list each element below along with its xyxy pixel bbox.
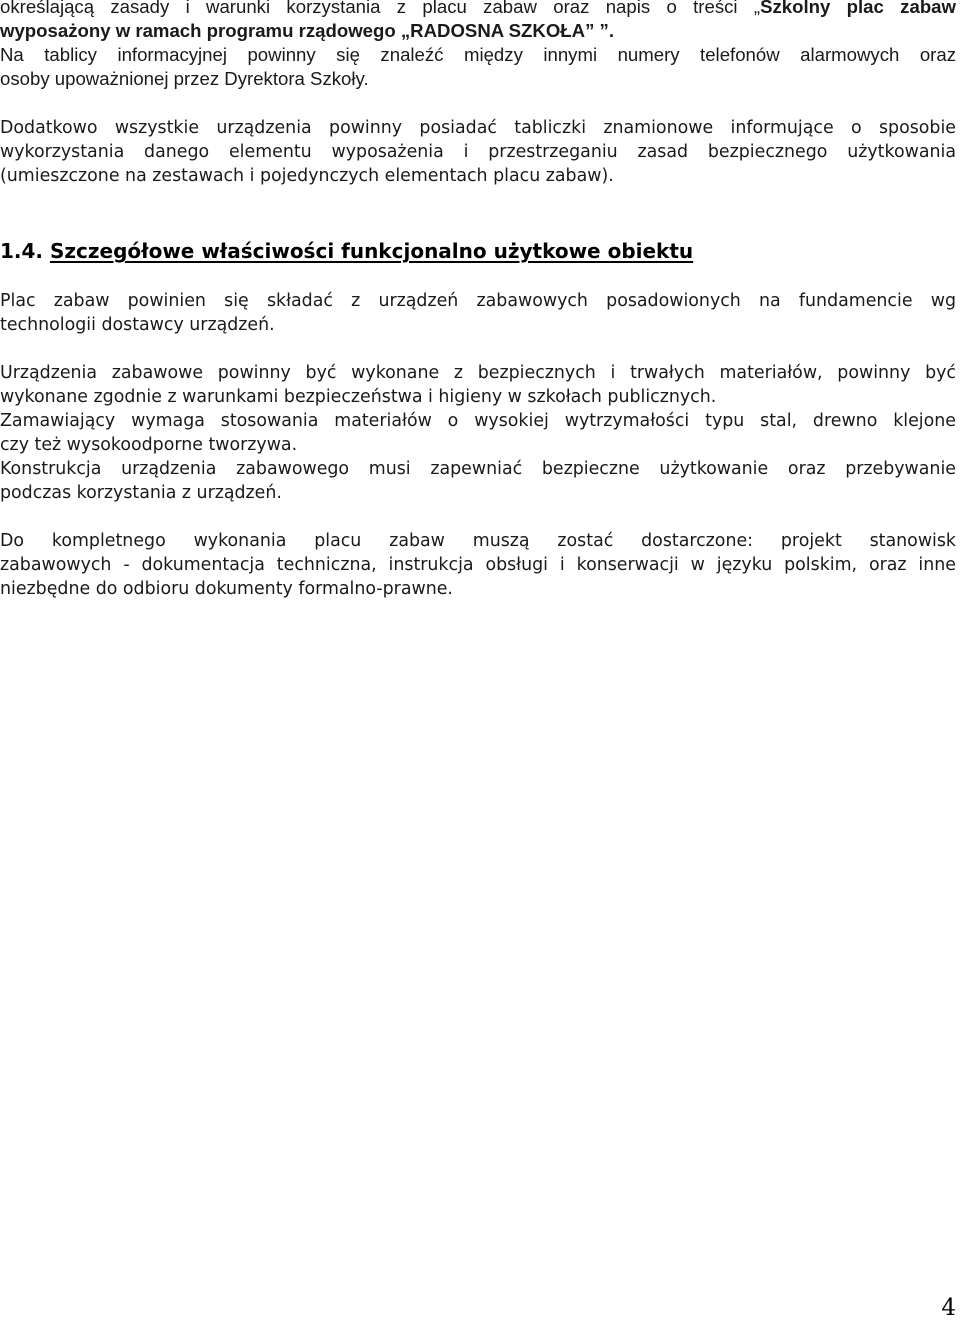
paragraph-tabliczki bbox=[0, 116, 956, 188]
materialy-line-5: Konstrukcja urządzenia zabawowego musi zapewniać bezpieczne użytkowanie oraz przebywanie bbox=[0, 459, 956, 479]
paragraph-fundament bbox=[0, 289, 956, 337]
intro-line-1-bold: Szkolny plac zabaw bbox=[760, 0, 956, 17]
paragraph-materialy bbox=[0, 361, 956, 505]
materialy-line-4: czy też wysokoodporne tworzywa. bbox=[0, 435, 298, 455]
intro-line-2: wyposażony w ramach programu rządowego „RADOSNA SZKOŁA” ”. bbox=[0, 20, 615, 41]
fundament-line-1: Plac zabaw powinien się składać z urządzeń zabawowych posadowionych na fundamencie wg bbox=[0, 291, 956, 311]
fundament-line-2: technologii dostawcy urządzeń. bbox=[0, 315, 275, 335]
section-title: Szczegółowe właściwości funkcjonalno użytkowe obiektu bbox=[50, 239, 694, 263]
materialy-line-2: wykonane zgodnie z warunkami bezpieczeństwa i higieny w szkołach publicznych. bbox=[0, 387, 717, 407]
dokumentacja-line-3: niezbędne do odbioru dokumenty formalno-prawne. bbox=[0, 579, 453, 599]
tabliczki-line-1: Dodatkowo wszystkie urządzenia powinny posiadać tabliczki znamionowe informujące o sposobie bbox=[0, 118, 956, 138]
page-number: 4 bbox=[941, 1295, 956, 1321]
tabliczki-line-3: (umieszczone na zestawach i pojedynczych elementach placu zabaw). bbox=[0, 166, 614, 186]
materialy-line-3: Zamawiający wymaga stosowania materiałów o wysokiej wytrzymałości typu stal, drewno klejone bbox=[0, 411, 956, 431]
section-heading bbox=[0, 238, 693, 264]
paragraph-dokumentacja bbox=[0, 529, 956, 601]
dokumentacja-line-2: zabawowych - dokumentacja techniczna, instrukcja obsługi i konserwacji w języku polskim, oraz inne bbox=[0, 555, 956, 575]
intro-line-1-text: określającą zasady i warunki korzystania z placu zabaw oraz napis o treści „ bbox=[0, 0, 761, 17]
intro-line-3: Na tablicy informacyjnej powinny się znaleźć między innymi numery telefonów alarmowych oraz bbox=[0, 44, 956, 65]
dokumentacja-line-1: Do kompletnego wykonania placu zabaw muszą zostać dostarczone: projekt stanowisk bbox=[0, 531, 956, 551]
intro-line-4: osoby upoważnionej przez Dyrektora Szkoły. bbox=[0, 68, 369, 89]
materialy-line-1: Urządzenia zabawowe powinny być wykonane z bezpiecznych i trwałych materiałów, powinny być bbox=[0, 363, 956, 383]
intro-line-1 bbox=[0, 0, 956, 19]
tabliczki-line-2: wykorzystania danego elementu wyposażenia i przestrzeganiu zasad bezpiecznego użytkowania bbox=[0, 142, 956, 162]
section-number: 1.4. bbox=[0, 239, 44, 263]
materialy-line-6: podczas korzystania z urządzeń. bbox=[0, 483, 282, 503]
intro-paragraph bbox=[0, 0, 956, 91]
